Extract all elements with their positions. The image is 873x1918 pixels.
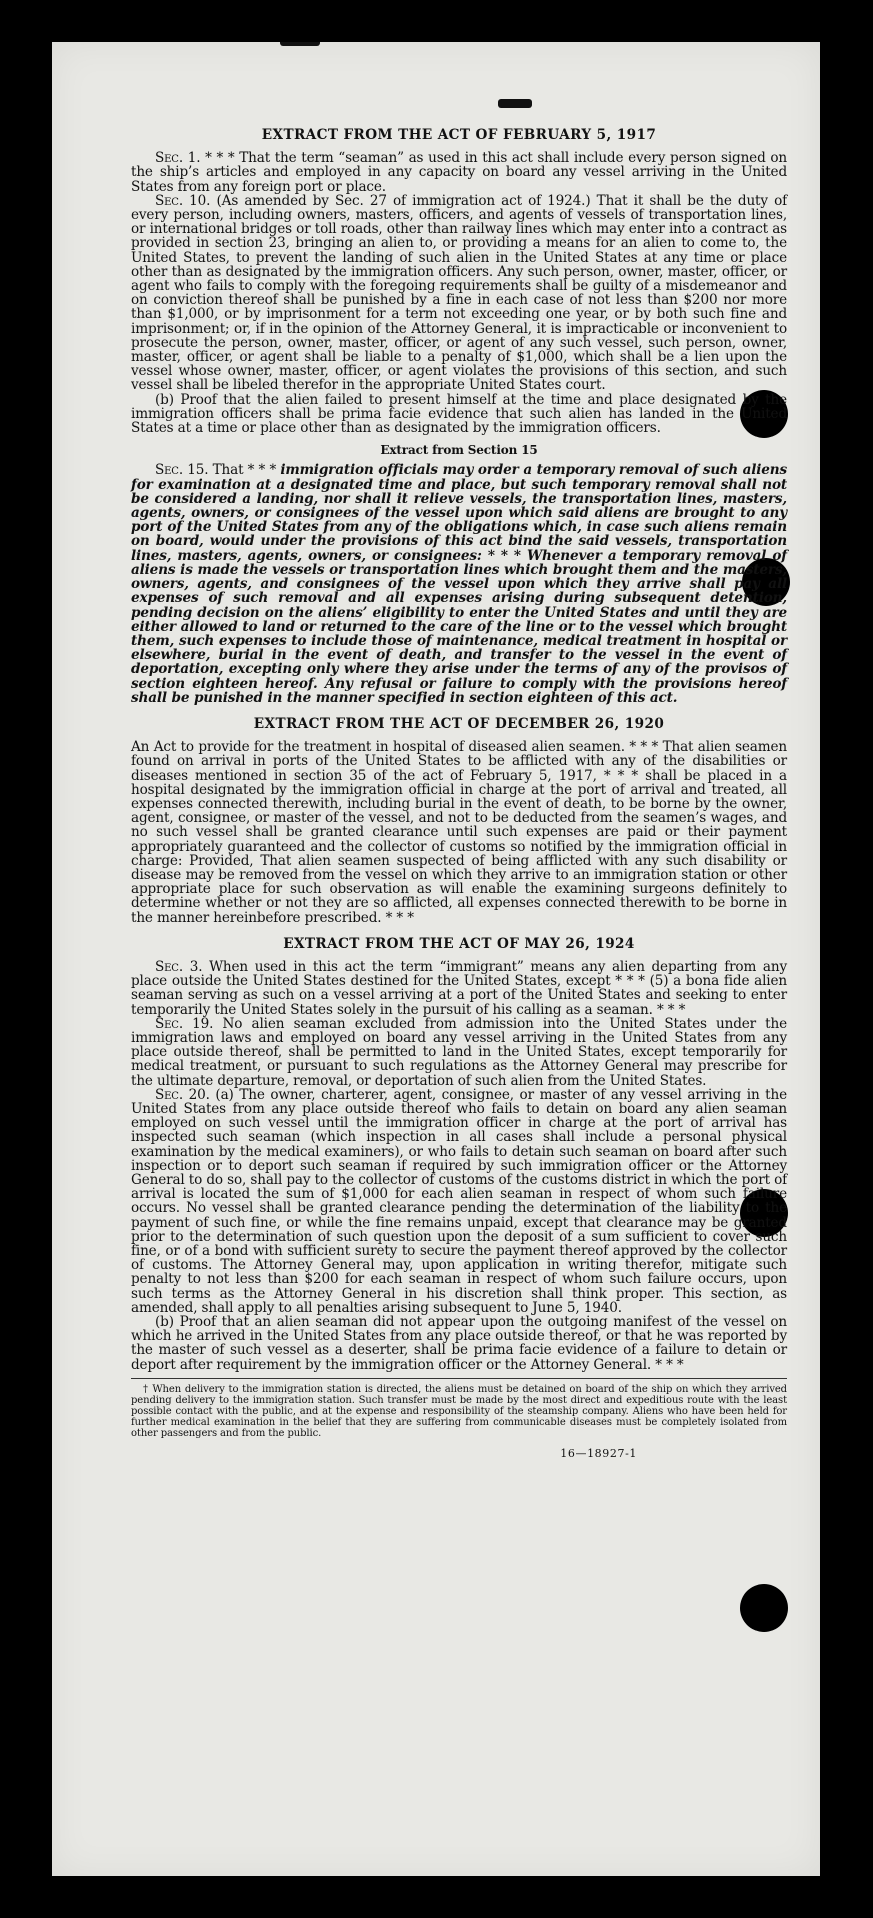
- sec-19-text: No alien seaman excluded from admission into the United States under the immigration laws and employed on board any vessel arriving in the United States from any place outside thereof, shall be permitted to land in the United States, except temporarily for medical treatment, or pursuant to such regulations as the Attorney General may prescribe for the ultimate departure, removal, or deportation of such alien from the United States.: [131, 1015, 787, 1089]
- sec-19-paragraph: [131, 1017, 787, 1088]
- sec-15-text: immigration officials may order a temporary removal of such aliens for examination at a designated time and place, but such temporary removal shall not be considered a landing, nor shall it relieve vessels, the transportation lines, masters, agents, owners, or consignees of the vessel upon which said aliens are brought to any port of the United States from any of the obligations which, in case such aliens remain on board, would under the provisions of this act bind the said vessels, transportation lines, masters, agents, owners, or consignees: * * * Whenever a temporary removal of aliens is made the vessels or transportation lines which brought them and the masters, owners, agents, and consignees of the vessel upon which they arrive shall pay all expenses of such removal and all expenses arising during subsequent detention, pending decision on the aliens’ eligibility to enter the United States and until they are either allowed to land or returned to the care of the line or to the vessel which brought them, such expenses to include those of maintenance, medical treatment in hospital or elsewhere, burial in the event of death, and transfer to the vessel in the event of deportation, excepting only where they arise under the terms of any of the provisos of section eighteen hereof. Any refusal or failure to comply with the provisions hereof shall be punished in the manner specified in section eighteen of this act.: [131, 462, 788, 706]
- sec-10-text: (As amended by Sec. 27 of immigration act of 1924.) That it shall be the duty of every person, including owners, masters, officers, and agents of vessels of transportation lines, or international bridges or toll roads, other than railway lines which may enter into a contract as provided in section 23, bringing an alien to, or providing a means for an alien to come to, the United States, to prevent the landing of such alien in the United States at any time or place other than as designated by the immigration officers. Any such person, owner, master, officer, or agent who fails to comply with the foregoing requirements shall be guilty of a misdemeanor and on conviction thereof shall be punished by a fine in each case of not less than $200 nor more than $1,000, or by imprisonment for a term not exceeding one year, or by both such fine and imprisonment; or, if in the opinion of the Attorney General, it is impracticable or inconvenient to prosecute the person, owner, master, officer, or agent of any such vessel, such person, owner, master, officer, or agent shall be liable to a penalty of $1,000, which shall be a lien upon the vessel whose owner, master, officer, or agent violates the provisions of this section, and such vessel shall be libeled therefor in the appropriate United States court.: [131, 192, 787, 394]
- sec-20-paragraph: [131, 1088, 787, 1315]
- form-number: 16—18927-1: [560, 1446, 637, 1460]
- sec-10-label: Sec. 10.: [155, 192, 211, 209]
- sec-19-label: Sec. 19.: [155, 1015, 214, 1032]
- sec-3-text: When used in this act the term “immigrant” means any alien departing from any place outside the United States destined for the United States, except * * * (5) a bona fide alien seaman serving as such on a vessel arriving at a port of the United States and seeking to enter temporarily the United States solely in the pursuit of his calling as a seaman. * * *: [131, 958, 787, 1018]
- footnote: [131, 1378, 787, 1439]
- heading-section-15: Extract from Section 15: [380, 443, 538, 458]
- sec-15-intro: That * * *: [208, 462, 281, 479]
- sec-15-paragraph: [131, 463, 787, 704]
- sec-20b-paragraph: (b) Proof that an alien seaman did not appear upon the outgoing manifest of the vessel on which he arrived in the United States from any place outside thereof, or that he was reported by the master of such vessel as a deserter, shall be prima facie evidence of a failure to detain or deport after requirement by the immigration officer or the Attorney General. * * *: [131, 1314, 787, 1373]
- heading-act-may-1924: EXTRACT FROM THE ACT OF MAY 26, 1924: [283, 935, 635, 952]
- sec-10-paragraph: [131, 194, 787, 393]
- sec-3-label: Sec. 3.: [155, 958, 203, 975]
- heading-act-dec-1920: EXTRACT FROM THE ACT OF DECEMBER 26, 1920: [253, 715, 665, 732]
- sec-15-label: Sec. 15.: [155, 462, 209, 479]
- sec-10b-paragraph: (b) Proof that the alien failed to present himself at the time and place designated by the immigration officers shall be prima facie evidence that such alien has landed in the United States at a time or place other than as designated by the immigration officers.: [131, 391, 787, 437]
- document-page: [52, 42, 820, 1876]
- footnote-text: † When delivery to the immigration station is directed, the aliens must be detained on board of the ship on which they arrived pending delivery to the immigration station. Such transfer must be made by the most direct and expeditious route with the least possible contact with the public, and at the expense and responsibility of the steamship company. Aliens who have been held for further medical examination in the belief that they are suffering from communicable diseases must be completely isolated from other passengers and from the public.: [131, 1383, 787, 1439]
- heading-act-feb-1917: EXTRACT FROM THE ACT OF FEBRUARY 5, 1917: [261, 127, 657, 143]
- sec-3-paragraph: [131, 960, 787, 1017]
- sec-1-text: * * * That the term “seaman” as used in this act shall include every person signed on the ship’s articles and employed in any capacity on board any vessel arriving in the United States from any foreign port or place.: [131, 150, 787, 195]
- top-edge-mark: [280, 42, 320, 46]
- sec-1-label: Sec. 1.: [155, 150, 201, 167]
- sec-20-text: (a) The owner, charterer, agent, consignee, or master of any vessel arriving in the United States from any place outside thereof who fails to detain on board any alien seaman employed on such vessel until the immigration officer in charge at the port of arrival has inspected such seaman (which inspection in all cases shall include a personal physical examination by the medical examiners), or who fails to detain such seaman on board after such inspection or to deport such seaman if required by such immigration officer or the Attorney General to do so, shall pay to the collector of customs of the customs district in which the port of arrival is located the sum of $1,000 for each alien seaman in respect of whom such failure occurs. No vessel shall be granted clearance pending the determination of the liability to the payment of such fine, or while the fine remains unpaid, except that clearance may be granted prior to the determination of such question upon the deposit of a sum sufficient to cover such fine, or of a bond with sufficient surety to secure the payment thereof approved by the collector of customs. The Attorney General may, upon application in writing therefor, mitigate such penalty to not less than $200 for each seaman in respect of whom such failure occurs, upon such terms as the Attorney General in his discretion shall think proper. This section, as amended, shall apply to all penalties arising subsequent to June 5, 1940.: [131, 1086, 787, 1316]
- punch-hole-4: [740, 1584, 788, 1632]
- staple-mark: [498, 99, 532, 108]
- sec-1-paragraph: [131, 151, 787, 194]
- document-body: [131, 128, 787, 1461]
- dec-1920-paragraph: An Act to provide for the treatment in hospital of diseased alien seamen. * * * That alien seamen found on arrival in ports of the United States to be afflicted with any of the disabilities or diseases mentioned in section 35 of the act of February 5, 1917, * * * shall be placed in a hospital designated by the immigration official in charge at the port of arrival and treated, all expenses connected therewith, including burial in the event of death, to be borne by the owner, agent, consignee, or master of the vessel, and not to be deducted from the seamen’s wages, and no such vessel shall be granted clearance until such expenses are paid or their payment appropriately guaranteed and the collector of customs so notified by the immigration official in charge: Provided, That alien seamen suspected of being afflicted with any such disability or disease may be removed from the vessel on which they arrive to an immigration station or other appropriate place for such observation as will enable the examining surgeons definitely to determine whether or not they are so afflicted, all expenses connected therewith to be borne in the manner hereinbefore prescribed. * * *: [131, 739, 787, 926]
- sec-20-label: Sec. 20.: [155, 1086, 210, 1103]
